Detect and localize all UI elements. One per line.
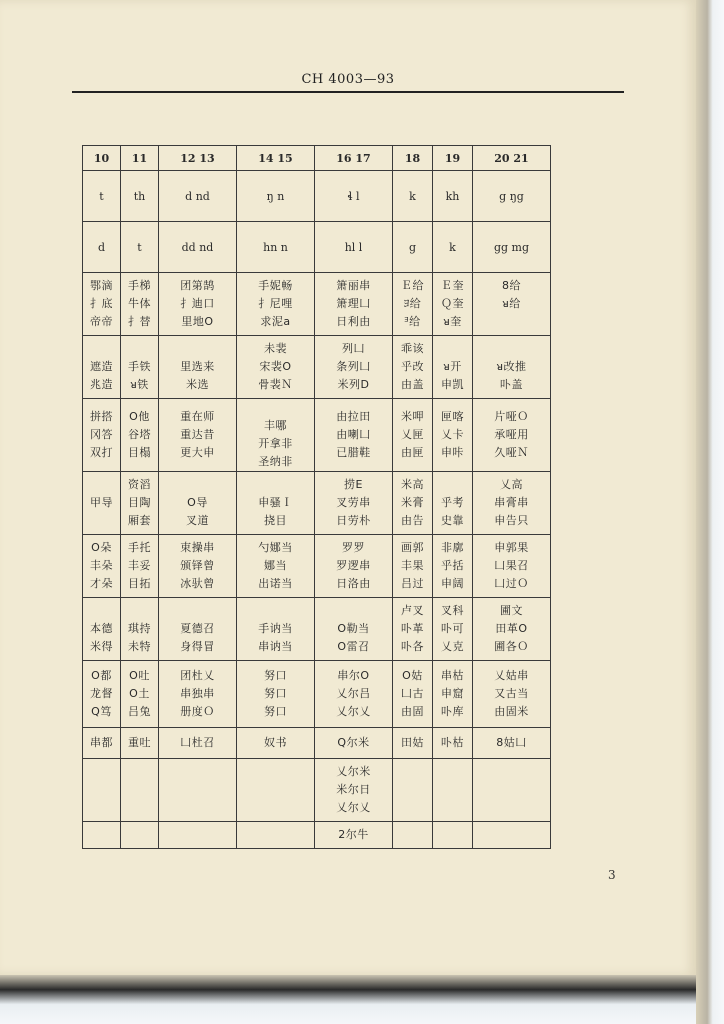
latin-row-1-cell: k bbox=[393, 171, 433, 222]
glyph-cell bbox=[393, 336, 433, 399]
glyph-cell bbox=[315, 273, 393, 336]
glyph-cell bbox=[393, 472, 433, 535]
glyph-cell bbox=[237, 598, 315, 661]
glyph-text: 手铁 ᴚ铁 bbox=[128, 360, 151, 391]
latin-row-1-cell: th bbox=[121, 171, 159, 222]
latin-row-1-cell: ɬ l bbox=[315, 171, 393, 222]
phonetic-table bbox=[82, 145, 551, 849]
glyph-cell bbox=[121, 598, 159, 661]
glyph-row bbox=[83, 472, 551, 535]
glyph-cell bbox=[315, 728, 393, 759]
glyph-text bbox=[473, 826, 550, 844]
glyph-cell bbox=[433, 336, 473, 399]
glyph-cell bbox=[83, 472, 121, 535]
glyph-cell bbox=[121, 336, 159, 399]
latin-row-2 bbox=[83, 222, 551, 273]
glyph-cell bbox=[315, 399, 393, 472]
latin-row-2-cell: dd nd bbox=[159, 222, 237, 273]
glyph-text: 片哑Ｏ 承哑用 久哑Ｎ bbox=[494, 410, 529, 459]
glyph-cell bbox=[159, 759, 237, 822]
page-edge bbox=[696, 0, 724, 1024]
latin-row-2-cell: hn n bbox=[237, 222, 315, 273]
glyph-cell bbox=[473, 822, 551, 849]
glyph-cell bbox=[473, 535, 551, 598]
column-header-row-cell: 14 15 bbox=[237, 146, 315, 171]
glyph-cell bbox=[83, 822, 121, 849]
glyph-cell bbox=[83, 336, 121, 399]
glyph-cell bbox=[393, 399, 433, 472]
latin-row-1 bbox=[83, 171, 551, 222]
glyph-text: 里选来 米选 bbox=[180, 360, 215, 391]
glyph-text: 乂高 串膏串 申告只 bbox=[494, 478, 529, 527]
glyph-text: O他 谷塔 目榻 bbox=[128, 410, 151, 459]
glyph-cell bbox=[121, 535, 159, 598]
latin-row-2-cell: d bbox=[83, 222, 121, 273]
glyph-text: O导 叉道 bbox=[186, 496, 209, 527]
glyph-text: 甲导 bbox=[90, 496, 113, 509]
glyph-cell bbox=[473, 472, 551, 535]
glyph-text: O都 龙督 Q笃 bbox=[90, 669, 113, 718]
glyph-text: 2尔牛 bbox=[338, 828, 369, 841]
column-header-row-cell: 10 bbox=[83, 146, 121, 171]
glyph-text bbox=[393, 826, 432, 844]
glyph-text: 团杜乂 串独串 册度Ｏ bbox=[180, 669, 215, 718]
latin-row-1-cell: ŋ n bbox=[237, 171, 315, 222]
latin-row-1-cell: kh bbox=[433, 171, 473, 222]
glyph-cell bbox=[473, 728, 551, 759]
column-header-row-cell: 16 17 bbox=[315, 146, 393, 171]
glyph-text: 非廓 乎括 申阔 bbox=[441, 541, 464, 590]
column-header-row-cell: 12 13 bbox=[159, 146, 237, 171]
glyph-text: 手妮畅 扌尼哩 求泥a bbox=[258, 279, 293, 328]
glyph-cell bbox=[315, 336, 393, 399]
glyph-text: 资滔 目陶 厢套 bbox=[128, 478, 151, 527]
glyph-row bbox=[83, 822, 551, 849]
glyph-text bbox=[237, 781, 314, 799]
glyph-cell bbox=[433, 399, 473, 472]
glyph-cell bbox=[159, 822, 237, 849]
glyph-text: 罗罗 罗逻串 日洛由 bbox=[336, 541, 371, 590]
column-header-row-cell: 11 bbox=[121, 146, 159, 171]
glyph-cell bbox=[159, 661, 237, 728]
glyph-cell bbox=[393, 728, 433, 759]
glyph-text: 遮造 兆造 bbox=[90, 360, 113, 391]
glyph-text: 叉科 卟可 乂克 bbox=[441, 604, 464, 653]
glyph-row bbox=[83, 399, 551, 472]
glyph-text: O勒当 O雷召 bbox=[337, 622, 370, 653]
latin-row-1-cell: d nd bbox=[159, 171, 237, 222]
glyph-row bbox=[83, 336, 551, 399]
glyph-cell bbox=[433, 661, 473, 728]
glyph-cell bbox=[121, 759, 159, 822]
glyph-cell bbox=[83, 273, 121, 336]
glyph-text: 乖该 乎改 由盖 bbox=[401, 342, 424, 391]
column-header-row-cell: 18 bbox=[393, 146, 433, 171]
glyph-text: 鄂滴 扌底 帝帝 bbox=[90, 279, 113, 328]
glyph-text: 丰哪 开拿非 圣纳非 bbox=[258, 419, 293, 468]
glyph-text: ᴚ开 申凯 bbox=[441, 360, 464, 391]
glyph-cell bbox=[433, 598, 473, 661]
glyph-row bbox=[83, 273, 551, 336]
glyph-cell bbox=[433, 472, 473, 535]
glyph-row bbox=[83, 728, 551, 759]
latin-row-2-cell: t bbox=[121, 222, 159, 273]
glyph-cell bbox=[315, 535, 393, 598]
glyph-cell bbox=[393, 661, 433, 728]
glyph-cell bbox=[121, 661, 159, 728]
glyph-cell bbox=[83, 728, 121, 759]
glyph-cell bbox=[473, 273, 551, 336]
page-number: 3 bbox=[608, 868, 616, 882]
glyph-text: 8姑凵 bbox=[496, 736, 527, 749]
glyph-cell bbox=[473, 399, 551, 472]
glyph-text bbox=[83, 826, 120, 844]
glyph-text: 乎考 史靠 bbox=[441, 496, 464, 527]
glyph-cell bbox=[315, 598, 393, 661]
glyph-cell bbox=[237, 535, 315, 598]
glyph-row bbox=[83, 759, 551, 822]
glyph-text: 由拉田 由喇凵 已腊鞋 bbox=[336, 410, 371, 459]
page-header: CH 4003—93 bbox=[301, 72, 395, 87]
glyph-text: 束操串 颁铎曾 冰驮曾 bbox=[180, 541, 215, 590]
glyph-text: 乂姑串 又古当 由固米 bbox=[494, 669, 529, 718]
glyph-cell bbox=[159, 399, 237, 472]
glyph-text bbox=[237, 826, 314, 844]
glyph-text: 拼搭 冈答 双打 bbox=[90, 410, 113, 459]
glyph-row bbox=[83, 661, 551, 728]
glyph-cell bbox=[315, 661, 393, 728]
glyph-text: ᴚ改推 卟盖 bbox=[496, 360, 527, 391]
glyph-text bbox=[433, 781, 472, 799]
column-header-row-cell: 19 bbox=[433, 146, 473, 171]
glyph-cell bbox=[121, 273, 159, 336]
glyph-cell bbox=[237, 822, 315, 849]
glyph-text: 匣喀 乂卡 申咔 bbox=[441, 410, 464, 459]
latin-row-2-cell: hl l bbox=[315, 222, 393, 273]
glyph-text: 手托 丰妥 目拓 bbox=[128, 541, 151, 590]
glyph-text: 凵杜召 bbox=[180, 736, 215, 749]
glyph-cell bbox=[393, 598, 433, 661]
glyph-cell bbox=[393, 759, 433, 822]
glyph-text: 奴书 bbox=[264, 736, 287, 749]
glyph-cell bbox=[433, 728, 473, 759]
glyph-text: 米高 米膏 由告 bbox=[401, 478, 424, 527]
glyph-cell bbox=[315, 759, 393, 822]
glyph-text: 卢叉 卟革 卟各 bbox=[401, 604, 424, 653]
glyph-text bbox=[121, 781, 158, 799]
latin-row-2-cell: g bbox=[393, 222, 433, 273]
latin-row-2-cell: gg mg bbox=[473, 222, 551, 273]
header-rule bbox=[72, 91, 624, 93]
glyph-text: 重在师 重达昔 更大申 bbox=[180, 410, 215, 459]
glyph-text: 列凵 条列凵 米列D bbox=[336, 342, 371, 391]
glyph-cell bbox=[473, 759, 551, 822]
glyph-cell bbox=[315, 472, 393, 535]
glyph-cell bbox=[83, 535, 121, 598]
glyph-cell bbox=[83, 399, 121, 472]
glyph-text: 串枯 申窟 卟库 bbox=[441, 669, 464, 718]
glyph-text: 串都 bbox=[90, 736, 113, 749]
glyph-text bbox=[433, 826, 472, 844]
background-strip bbox=[0, 975, 696, 1024]
glyph-cell bbox=[433, 822, 473, 849]
glyph-cell bbox=[393, 273, 433, 336]
glyph-cell bbox=[83, 598, 121, 661]
glyph-cell bbox=[121, 472, 159, 535]
glyph-cell bbox=[159, 472, 237, 535]
glyph-text: 夏德召 身得冒 bbox=[180, 622, 215, 653]
glyph-cell bbox=[159, 728, 237, 759]
glyph-cell bbox=[159, 273, 237, 336]
glyph-text: 捞E 叉劳串 日劳朴 bbox=[336, 478, 371, 527]
glyph-cell bbox=[237, 661, 315, 728]
glyph-text bbox=[473, 781, 550, 799]
glyph-cell bbox=[83, 661, 121, 728]
glyph-cell bbox=[121, 399, 159, 472]
glyph-text: 手梯 牛体 扌替 bbox=[128, 279, 151, 328]
glyph-cell bbox=[473, 598, 551, 661]
glyph-text: O朵 丰朵 才朵 bbox=[90, 541, 113, 590]
glyph-text: 本德 米得 bbox=[90, 622, 113, 653]
glyph-text bbox=[159, 826, 236, 844]
glyph-text: 重吐 bbox=[128, 736, 151, 749]
glyph-text: 8给 ᴚ给 bbox=[502, 279, 521, 310]
latin-row-1-cell: g ŋg bbox=[473, 171, 551, 222]
glyph-cell bbox=[393, 822, 433, 849]
glyph-text: 田姑 bbox=[401, 736, 424, 749]
glyph-text: 琪持 未特 bbox=[128, 622, 151, 653]
glyph-text: O吐 O土 吕兔 bbox=[128, 669, 151, 718]
glyph-text: 箫丽串 箫理凵 日利由 bbox=[336, 279, 371, 328]
glyph-cell bbox=[159, 535, 237, 598]
glyph-text: Q尔米 bbox=[337, 736, 370, 749]
glyph-cell bbox=[315, 822, 393, 849]
glyph-text: 团第鹄 扌迪口 里地O bbox=[180, 279, 215, 328]
glyph-text: 卟枯 bbox=[441, 736, 464, 749]
glyph-cell bbox=[121, 728, 159, 759]
glyph-cell bbox=[393, 535, 433, 598]
glyph-cell bbox=[159, 336, 237, 399]
glyph-text bbox=[393, 781, 432, 799]
glyph-cell bbox=[473, 661, 551, 728]
glyph-cell bbox=[237, 472, 315, 535]
glyph-cell bbox=[237, 728, 315, 759]
glyph-cell bbox=[433, 759, 473, 822]
glyph-cell bbox=[237, 759, 315, 822]
glyph-row bbox=[83, 535, 551, 598]
glyph-cell bbox=[83, 759, 121, 822]
column-header-row-cell: 20 21 bbox=[473, 146, 551, 171]
glyph-text: 手讷当 串讷当 bbox=[258, 622, 293, 653]
glyph-text: 未裴 宋裴O 骨裴Ｎ bbox=[258, 342, 293, 391]
latin-row-1-cell: t bbox=[83, 171, 121, 222]
glyph-text: 申骚Ｉ 挠目 bbox=[258, 496, 293, 527]
glyph-text: 画郭 丰果 吕过 bbox=[401, 541, 424, 590]
glyph-row bbox=[83, 598, 551, 661]
glyph-text: 乂尔米 米尔日 乂尔乂 bbox=[336, 765, 371, 814]
glyph-text: O姑 凵古 由固 bbox=[401, 669, 424, 718]
glyph-text: Ｅ给 ﾖ给 ᴲ给 bbox=[401, 279, 424, 328]
glyph-cell bbox=[121, 822, 159, 849]
glyph-text: 串尔O 乂尔吕 乂尔乂 bbox=[336, 669, 371, 718]
glyph-cell bbox=[433, 273, 473, 336]
glyph-cell bbox=[433, 535, 473, 598]
glyph-text: 圃文 田革O 圃各Ｏ bbox=[494, 604, 529, 653]
glyph-text: 勺娜当 娜当 出诺当 bbox=[258, 541, 293, 590]
glyph-text bbox=[121, 826, 158, 844]
glyph-text: 努口 努口 努口 bbox=[264, 669, 287, 718]
glyph-text bbox=[159, 781, 236, 799]
glyph-cell bbox=[159, 598, 237, 661]
glyph-text: 米呷 乂匣 由匣 bbox=[401, 410, 424, 459]
glyph-text: Ｅ奎 Ｑ奎 ᴚ奎 bbox=[441, 279, 464, 328]
glyph-cell bbox=[237, 399, 315, 472]
glyph-text bbox=[83, 781, 120, 799]
glyph-text: 申郭果 凵果召 凵过Ｏ bbox=[494, 541, 529, 590]
glyph-cell bbox=[237, 336, 315, 399]
glyph-cell bbox=[237, 273, 315, 336]
glyph-cell bbox=[473, 336, 551, 399]
latin-row-2-cell: k bbox=[433, 222, 473, 273]
column-header-row bbox=[83, 146, 551, 171]
